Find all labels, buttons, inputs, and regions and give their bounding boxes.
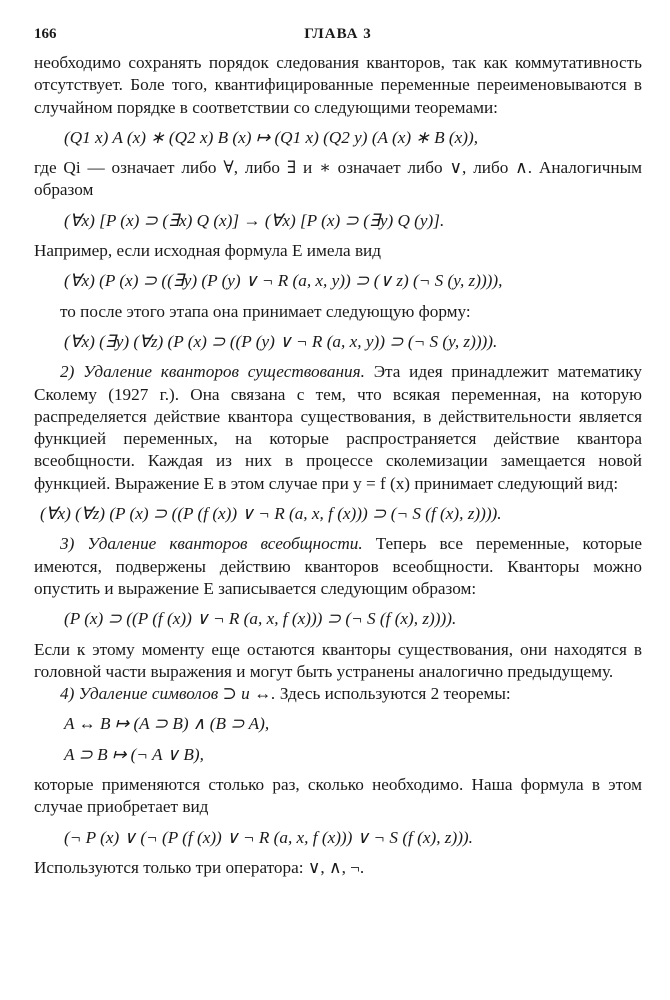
page-content bbox=[34, 52, 642, 879]
page-header bbox=[34, 26, 642, 52]
formula: (P (x) ⊃ ((P (f (x)) ∨ ¬ R (a, x, f (x))) ⊃ (¬ S (f (x), z)))). bbox=[64, 609, 457, 629]
section-heading: 4) Удаление символов ⊃ и ↔. bbox=[60, 684, 276, 704]
section-heading: 3) Удаление кванторов всеобщности. bbox=[60, 534, 363, 554]
paragraph: Если к этому моменту еще остаются кванторы существования, они находятся в головной части выражения и могут быть устранены аналогично предыдущему. bbox=[34, 639, 642, 681]
formula: (∀x) (P (x) ⊃ ((∃y) (P (y) ∨ ¬ R (a, x, y)) ⊃ (∨ z) (¬ S (y, z)))), bbox=[64, 271, 503, 291]
section-paragraph bbox=[34, 361, 642, 495]
formula: A ⊃ B ↦ (¬ A ∨ B), bbox=[64, 744, 204, 764]
page-number: 166 bbox=[34, 26, 57, 42]
paragraph: то после этого этапа она принимает следующую форму: bbox=[60, 301, 471, 321]
section-text: Эта идея принадлежит математику Сколему (1927 г.). Она связана с тем, что всякая переменная, на которую распределяется действие квантора существования, в действительности является функцией переменных, на которые распространяется действие квантора всеобщности. Каждая из них в процессе сколемизации замещается новой функцией. Выражение E в этом случае при y = f (x) принимает следующий вид: bbox=[34, 362, 642, 493]
paragraph: которые применяются столько раз, сколько необходимо. Наша формула в этом случае приобретает вид bbox=[34, 775, 642, 817]
section-heading: 2) Удаление кванторов существования. bbox=[60, 362, 365, 382]
section-paragraph bbox=[34, 533, 642, 600]
chapter-title: ГЛАВА 3 bbox=[304, 26, 372, 42]
formula: A ↔ B ↦ (A ⊃ B) ∧ (B ⊃ A), bbox=[64, 714, 270, 734]
section-text: Здесь используются 2 теоремы: bbox=[275, 684, 511, 704]
paragraph: Используются только три оператора: ∨, ∧, ¬. bbox=[34, 857, 365, 877]
formula: (¬ P (x) ∨ (¬ (P (f (x)) ∨ ¬ R (a, x, f (x))) ∨ ¬ S (f (x), z))). bbox=[64, 827, 473, 847]
formula: (∀x) (∀z) (P (x) ⊃ ((P (f (x)) ∨ ¬ R (a, x, f (x))) ⊃ (¬ S (f (x), z)))). bbox=[40, 504, 502, 524]
section-paragraph bbox=[34, 683, 642, 705]
paragraph: где Qi — означает либо ∀, либо ∃ и ∗ означает либо ∨, либо ∧. Аналогичным образом bbox=[34, 158, 642, 200]
formula: (Q1 x) A (x) ∗ (Q2 x) B (x) ↦ (Q1 x) (Q2 y) (A (x) ∗ B (x)), bbox=[64, 127, 478, 147]
formula: (∀x) [P (x) ⊃ (∃x) Q (x)] → (∀x) [P (x) ⊃ (∃y) Q (y)]. bbox=[64, 210, 445, 230]
paragraph: необходимо сохранять порядок следования кванторов, так как коммутативность отсутствует. Боле того, квантифицированные переменные переименовываются в случайном порядке в соответствии со следующими теоремами: bbox=[34, 53, 642, 117]
book-page bbox=[34, 26, 642, 879]
formula: (∀x) (∃y) (∀z) (P (x) ⊃ ((P (y) ∨ ¬ R (a, x, y)) ⊃ (¬ S (y, z)))). bbox=[64, 331, 498, 351]
paragraph: Например, если исходная формула E имела вид bbox=[34, 241, 382, 261]
section-text: Теперь все переменные, которые имеются, подвержены действию кванторов всеобщности. Кванторы можно опустить и выражение E записывается следующим образом: bbox=[34, 534, 642, 598]
